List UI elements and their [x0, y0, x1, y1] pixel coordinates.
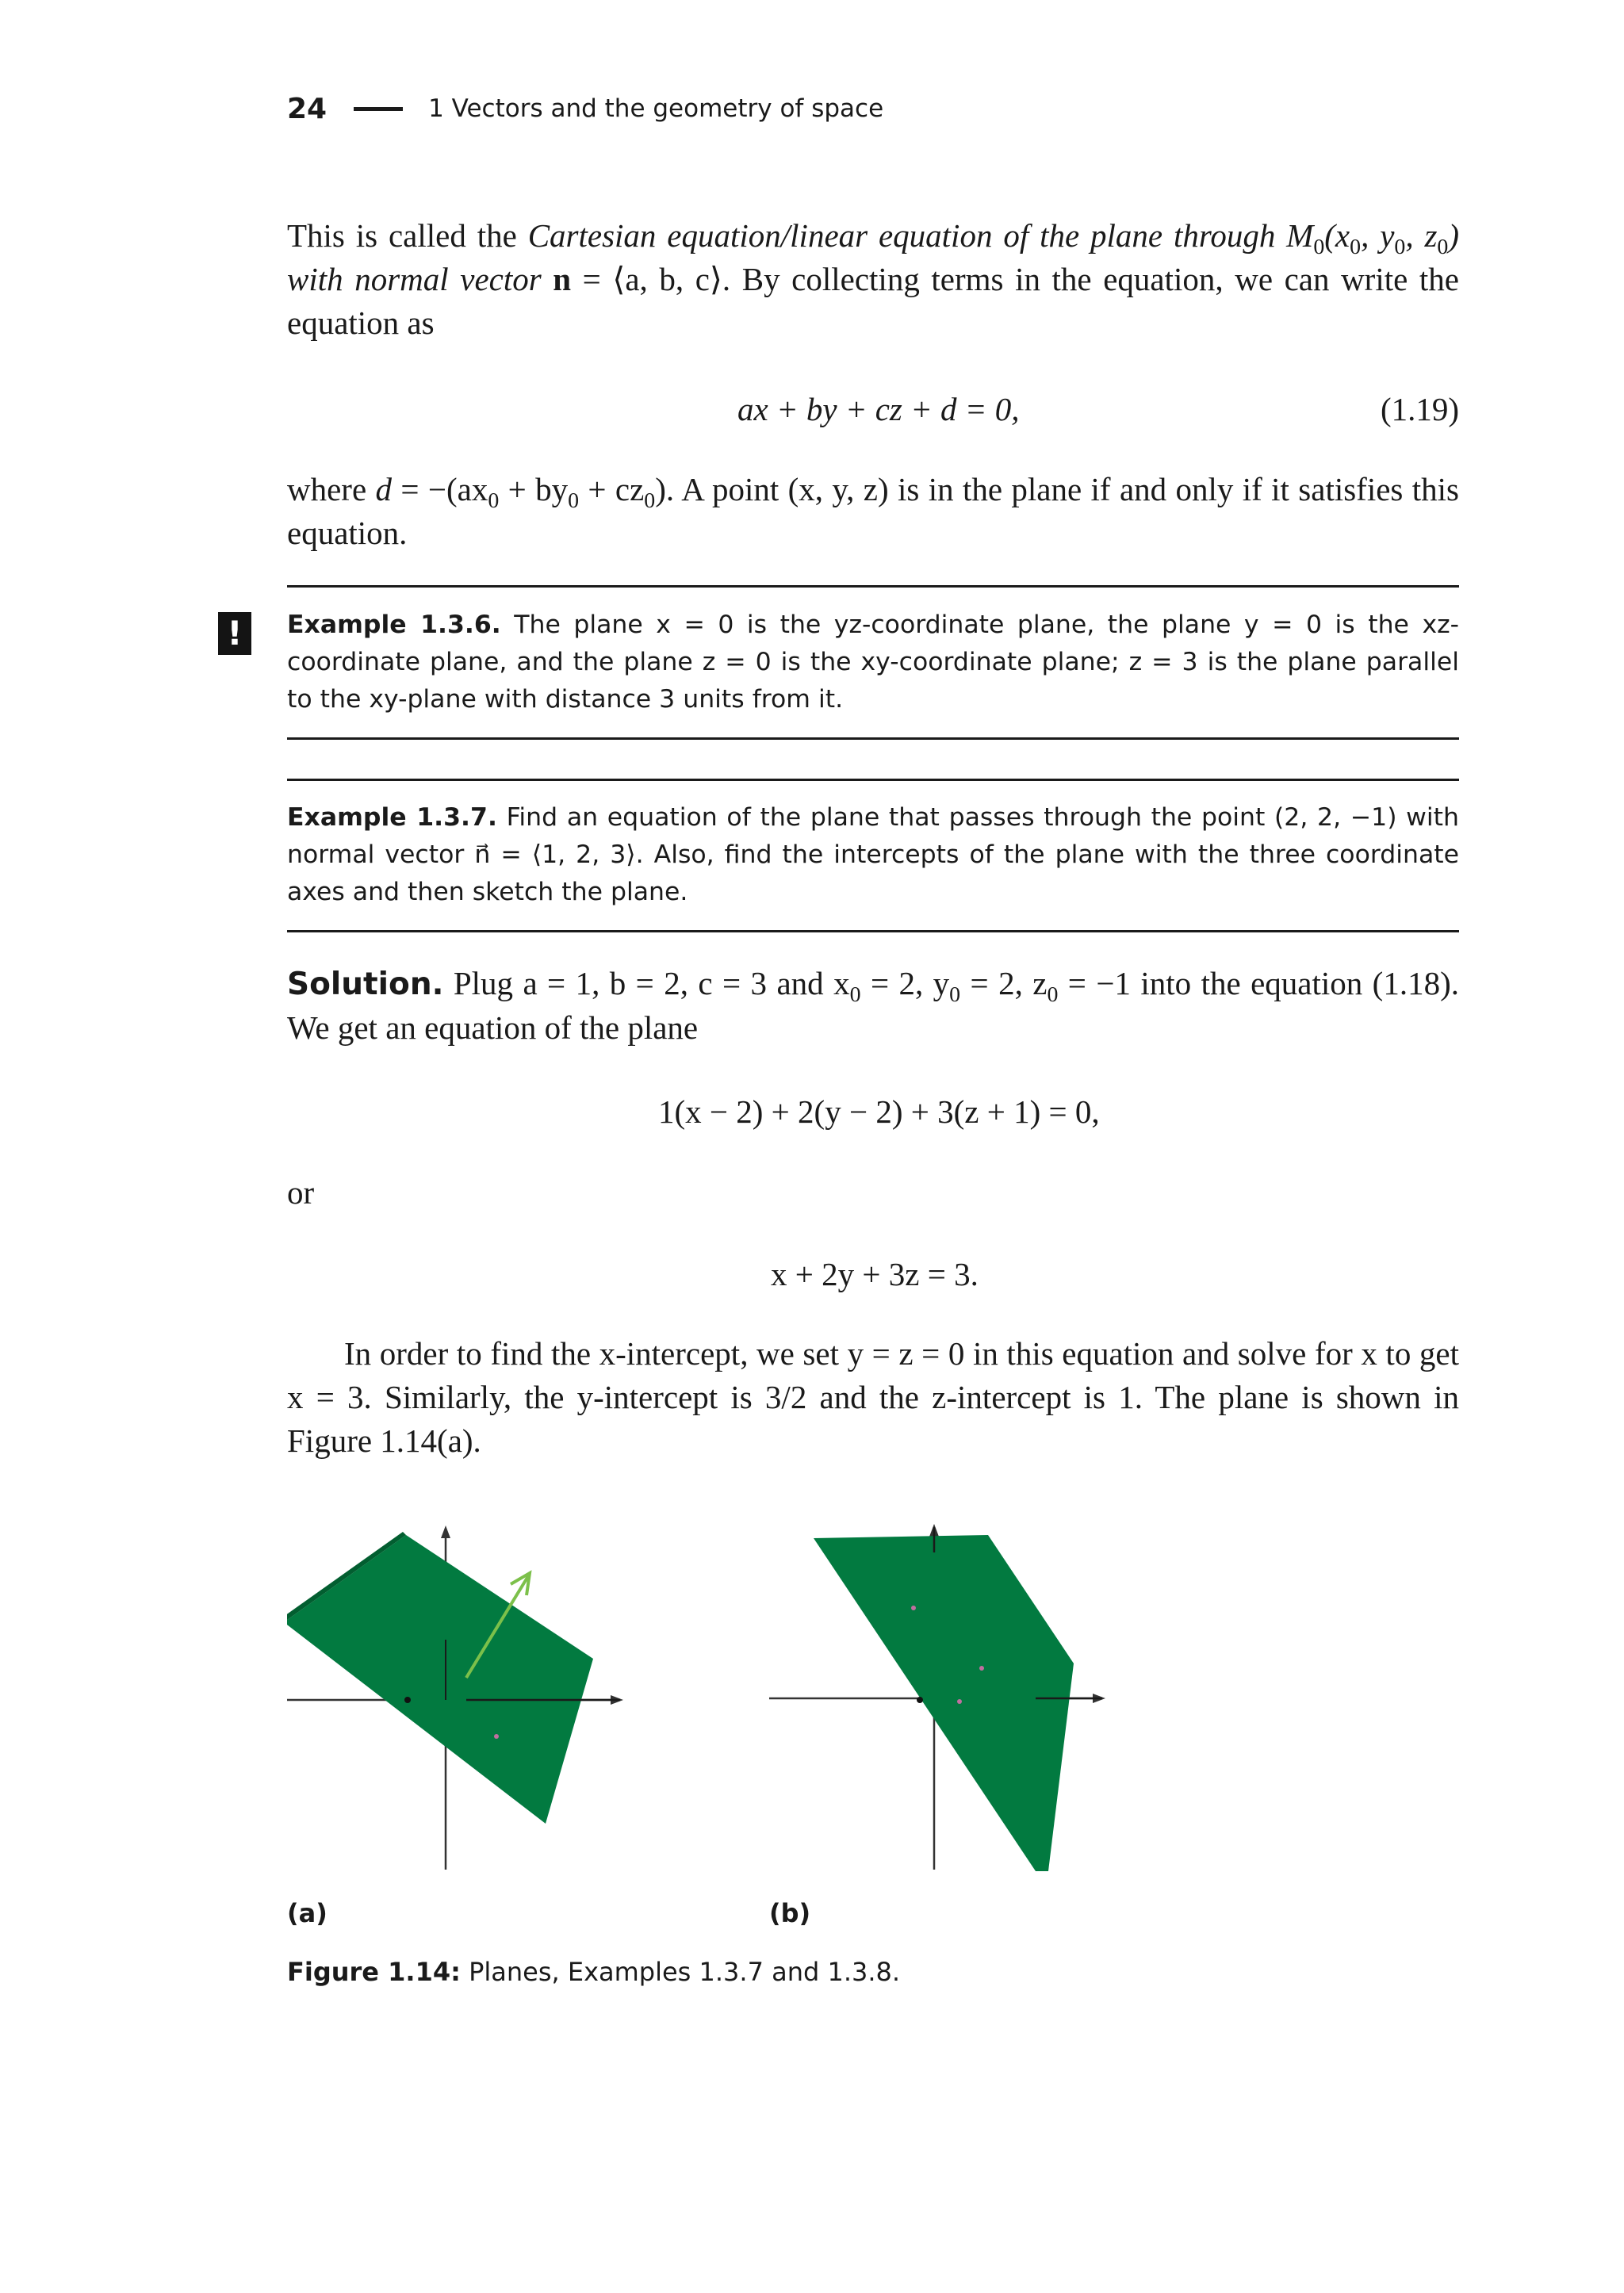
figure-caption [287, 1957, 900, 1987]
example-1-3-6: Example 1.3.6. The plane x = 0 is the yz-coordinate plane, the plane y = 0 is the xz-coordinate plane, and the plane z = 0 is the xy-coordinate plane; z = 3 is the plane parallel to the xy-plane with distance 3 units from it. [287, 611, 1459, 714]
figure-label-b: (b) [769, 1898, 811, 1928]
panel-b-plane [814, 1535, 1074, 1871]
solution-paragraph: Solution. Plug a = 1, b = 2, c = 3 and $x_0 = 2$, $y_0 = 2$, $z_0 = -1$ into the equation (1.18). We get an equation of the plane [287, 965, 1459, 1046]
example-1-3-7: Example 1.3.7. Find an equation of the plane that passes through the point (2, 2, −1) with normal vector n⃗ = ⟨1, 2, 3⟩. Also, find the intercepts of the plane with the three coordinate axes and then sketch the plane. [287, 803, 1459, 906]
example-136-label: Example 1.3.6. [287, 611, 501, 639]
intercepts-paragraph: In order to find the x-intercept, we set y = z = 0 in this equation and solve for x to get x = 3. Similarly, the y-intercept is 3/2 and the z-intercept is 1. The plane is shown in Figure 1.14(a). [287, 1335, 1459, 1459]
figure-panel-b [769, 1521, 1118, 1885]
panel-b-point-marker-2 [979, 1666, 984, 1671]
equation-expanded: 1(x − 2) + 2(y − 2) + 3(z + 1) = 0, [658, 1093, 1100, 1130]
panel-b-origin-marker [917, 1697, 923, 1703]
example-137-bottom-rule [287, 930, 1459, 932]
example-137-top-rule [287, 779, 1459, 781]
figure-caption-text: Planes, Examples 1.3.7 and 1.3.8. [460, 1957, 901, 1987]
equation-1-19: ax + by + cz + d = 0, [737, 391, 1020, 427]
equation-simplified: x + 2y + 3z = 3. [771, 1256, 979, 1292]
panel-a-plane [287, 1535, 593, 1824]
figure-label-a: (a) [287, 1898, 327, 1928]
panel-a-origin-marker [404, 1697, 411, 1703]
solution-label: Solution. [287, 967, 444, 1002]
page-number: 24 [287, 92, 327, 125]
example-136-bottom-rule [287, 737, 1459, 740]
chapter-title: 1 Vectors and the geometry of space [428, 94, 884, 123]
header-rule [354, 107, 403, 111]
where-paragraph: where $d = -(ax_0 + by_0 + cz_0)$. A point (x, y, z) is in the plane if and only if it satisfies this equation. [287, 471, 1459, 551]
or-text: or [287, 1174, 315, 1211]
example-136-top-rule [287, 585, 1459, 588]
figure-caption-label: Figure 1.14: [287, 1957, 461, 1987]
alert-exclamation-icon: ! [218, 612, 251, 655]
figure-panel-a [287, 1521, 636, 1885]
intro-paragraph: This is called the Cartesian equation/linear equation of the plane through $M_0(x_0$, $y_0$, $z_0$) with normal vector n = ⟨a, b, c⟩. By collecting terms in the equation, we can write the equation as [287, 217, 1460, 341]
panel-b-point-marker-3 [957, 1699, 962, 1704]
panel-a-point-marker [494, 1734, 499, 1739]
panel-b-point-marker-1 [911, 1606, 916, 1610]
panel-a-vertical-axis-arrowhead [441, 1525, 450, 1538]
example-137-label: Example 1.3.7. [287, 803, 497, 832]
equation-number-1-19: (1.19) [1380, 391, 1459, 427]
running-head [287, 89, 883, 128]
